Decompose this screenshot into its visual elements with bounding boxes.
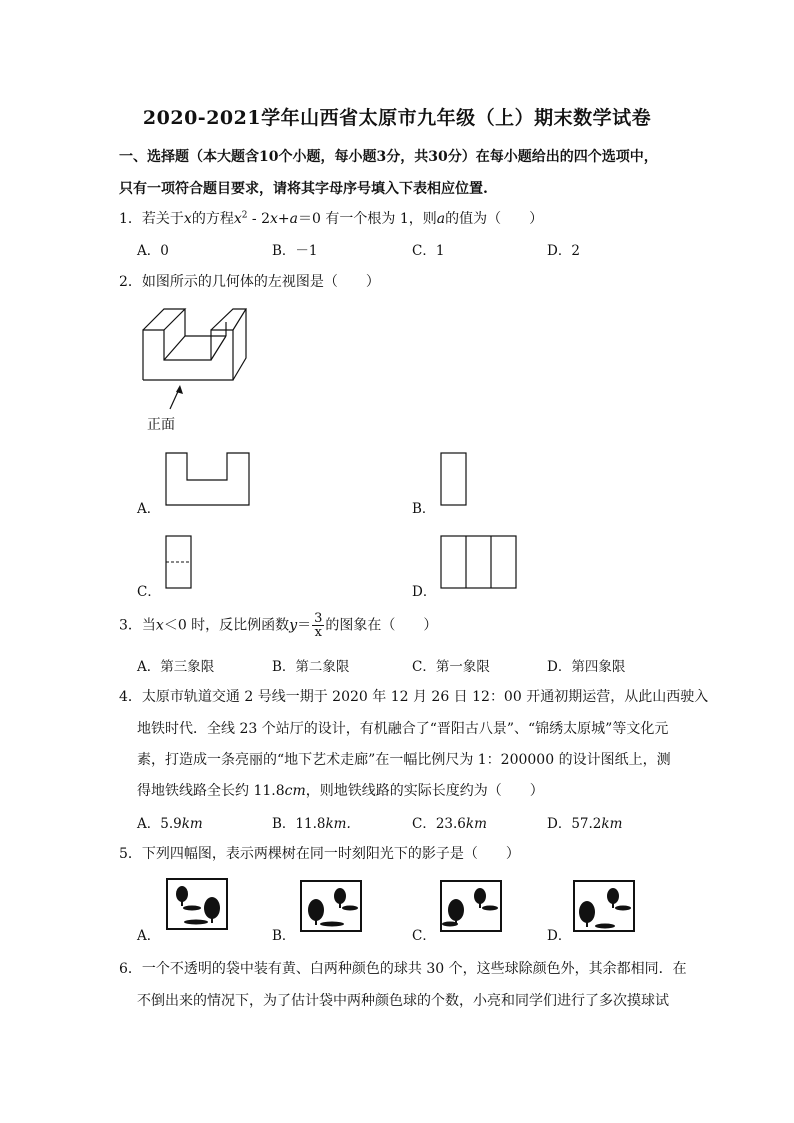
question-2: 2．如图所示的几何体的左视图是（ ）	[119, 274, 380, 290]
q2-label-b: B．	[412, 501, 436, 517]
q2-label-a: A．	[137, 501, 161, 517]
q2-option-b-figure	[440, 452, 468, 507]
page-title: 2020-2021学年山西省太原市九年级（上）期末数学试卷	[142, 107, 652, 129]
question-5: 5．下列四幅图，表示两棵树在同一时刻阳光下的影子是（ ）	[119, 846, 520, 862]
q4-option-b: B．11.8km.	[272, 816, 351, 832]
q2-option-c-figure	[165, 535, 193, 590]
q5-option-c-trees	[440, 880, 502, 932]
question-3: 3．当x＜0 时，反比例函数y＝ $\frac{3}{x}$ 的图象在（ ）	[119, 611, 438, 640]
q4-option-d: D．57.2km	[547, 816, 623, 832]
q3-option-c: C．第一象限	[412, 659, 490, 675]
question-4-line1: 4．太原市轨道交通 2 号线一期于 2020 年 12 月 26 日 12：00 开通初期运营，从此山西驶入	[119, 689, 709, 705]
q2-label-d: D．	[412, 584, 437, 600]
q1-option-d: D．2	[547, 243, 580, 259]
q1-option-c: C．1	[412, 243, 445, 259]
q2-option-d-figure	[440, 535, 518, 590]
section-heading-line1: 一、选择题（本大题含10个小题，每小题3分，共30分）在每小题给出的四个选项中，	[119, 149, 658, 165]
q5-label-a: A．	[137, 928, 161, 944]
question-4-line2: 地铁时代．全线 23 个站厅的设计，有机融合了“晋阳古八景”、“锦绣太原城”等文化元	[137, 721, 669, 737]
q2-label-c: C．	[137, 584, 161, 600]
solid-figure	[140, 300, 250, 410]
question-6-line2: 不倒出来的情况下，为了估计袋中两种颜色球的个数，小亮和同学们进行了多次摸球试	[137, 993, 669, 1009]
question-6-line1: 6．一个不透明的袋中装有黄、白两种颜色的球共 30 个，这些球除颜色外，其余都相同．在	[119, 961, 687, 977]
q3-option-b: B．第二象限	[272, 659, 350, 675]
arrow-icon	[168, 383, 188, 413]
q5-option-d-trees	[573, 880, 635, 932]
q2-option-a-figure	[165, 452, 251, 507]
q5-label-b: B．	[272, 928, 296, 944]
front-label: 正面	[147, 417, 175, 433]
q5-option-b-trees	[300, 880, 362, 932]
section-heading-line2: 只有一项符合题目要求，请将其字母序号填入下表相应位置.	[119, 181, 488, 197]
question-4-line3: 素，打造成一条亮丽的“地下艺术走廊”在一幅比例尺为 1：200000 的设计图纸上，测	[137, 752, 671, 768]
q4-option-c: C．23.6km	[412, 816, 487, 832]
q4-option-a: A．5.9km	[137, 816, 203, 832]
question-1: 1．若关于x的方程$x^2 - 2x+a=0$ 有一个根为 1，则a的值为（ ）	[119, 210, 544, 227]
fraction-3-over-x: $\frac{3}{x}$	[314, 611, 323, 640]
q5-label-c: C．	[412, 928, 436, 944]
q5-label-d: D．	[547, 928, 572, 944]
question-4-line4: 得地铁线路全长约 11.8cm，则地铁线路的实际长度约为（ ）	[137, 783, 544, 799]
q1-option-a: A．0	[137, 243, 169, 259]
q1-option-b: B．－1	[272, 243, 318, 259]
q3-option-a: A．第三象限	[137, 659, 215, 675]
q5-option-a-trees	[166, 878, 228, 930]
q3-option-d: D．第四象限	[547, 659, 626, 675]
